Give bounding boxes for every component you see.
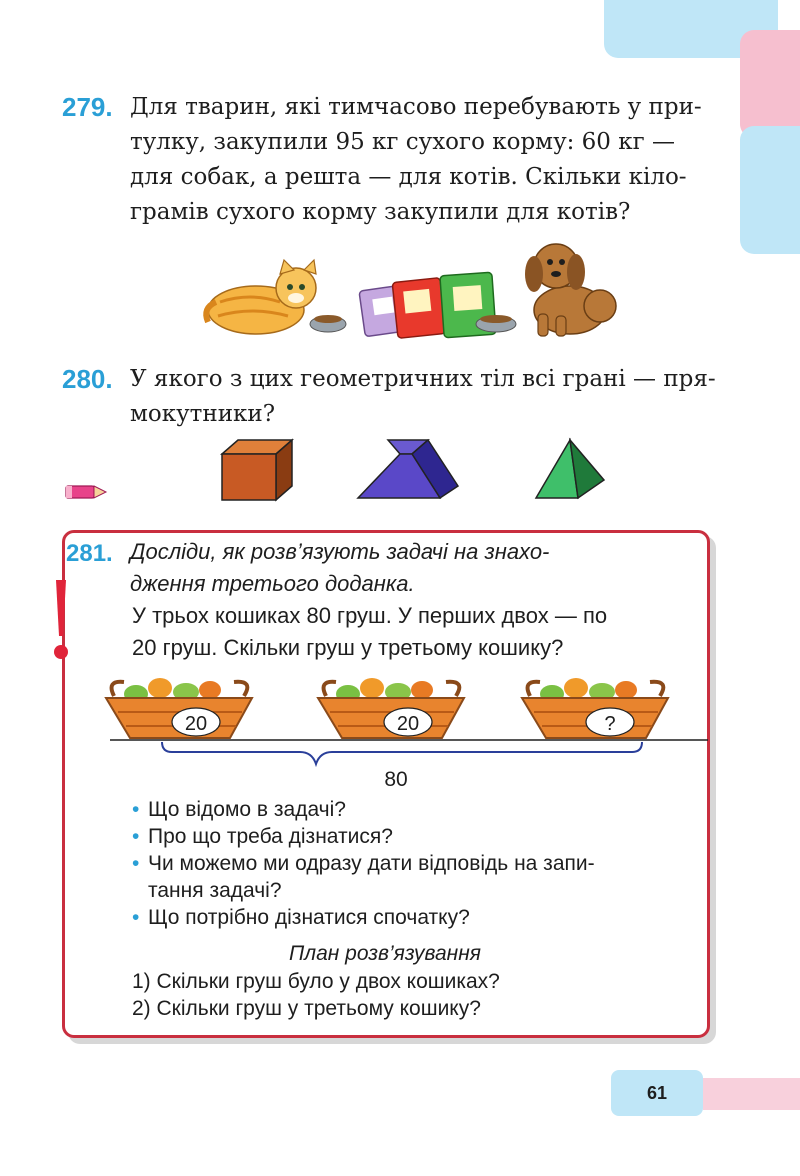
problem-280-line: У якого з цих геометричних тіл всі грані — пря- [130, 366, 716, 392]
list-item: • Про що треба дізнатися? [132, 825, 393, 848]
problem-279-number: 279. [62, 92, 113, 122]
basket-label-1: 20 [184, 713, 208, 735]
dog-illustration [525, 244, 616, 336]
basket-illustration [522, 678, 668, 738]
problem-280-line: мокутники? [130, 401, 276, 427]
basket-label-3: ? [604, 713, 616, 735]
problem-281-task [130, 536, 549, 600]
food-bowl [476, 315, 516, 332]
baskets-diagram [96, 672, 712, 794]
plan-list [132, 968, 500, 1022]
problem-279-line: Для тварин, які тимчасово перебувають у при- [130, 94, 702, 120]
page-strip [703, 1078, 800, 1110]
pet-food-illustration [200, 232, 630, 344]
problem-281-number: 281. [66, 540, 113, 567]
problem-279-line: для собак, а решта — для котів. Скільки кіло- [130, 164, 687, 190]
pencil-icon [64, 482, 108, 502]
side-tab-pink [740, 30, 800, 138]
page-number: 61 [646, 1083, 668, 1103]
cube-shape [218, 436, 298, 502]
problem-281-statement-line: 20 груш. Скільки груш у третьому кошику? [132, 635, 564, 660]
list-item: • Що потрібно дізнатися спочатку? [132, 906, 470, 929]
problem-279-line: тулку, закупили 95 кг сухого корму: 60 кг — [130, 129, 675, 155]
plan-step: 1) Скільки груш було у двох кошиках? [132, 970, 500, 993]
side-tab-blue [740, 126, 800, 254]
basket-illustration [106, 678, 252, 738]
basket-label-2: 20 [396, 713, 420, 735]
question-text: Що відомо в задачі? [148, 798, 346, 821]
cat-illustration [206, 260, 316, 334]
problem-281-task-line: Досліди, як розв’язують задачі на знахо- [130, 539, 550, 564]
total-label: 80 [384, 768, 408, 791]
trapezoid-prism-shape [354, 436, 462, 502]
problem-279-text [130, 90, 702, 230]
problem-280-number: 280. [62, 364, 113, 394]
problem-281-statement-line: У трьох кошиках 80 груш. У перших двох — по [132, 603, 608, 628]
plan-step: 2) Скільки груш у третьому кошику? [132, 997, 481, 1020]
brace [162, 742, 642, 764]
problem-281-task-line: дження третього доданка. [130, 571, 415, 596]
food-bowl [310, 315, 346, 332]
list-item: • Що відомо в задачі? [132, 798, 346, 821]
questions-list [132, 796, 595, 931]
problem-281-statement [132, 600, 607, 664]
question-text: Про що треба дізнатися? [148, 825, 393, 848]
exclamation-icon [54, 578, 68, 664]
plan-title: План розв’язування [289, 942, 481, 965]
problem-280-text [130, 362, 716, 432]
basket-illustration [318, 678, 464, 738]
problem-279-line: грамів сухого корму закупили для котів? [130, 199, 631, 225]
pyramid-shape [532, 436, 608, 502]
question-text: Що потрібно дізнатися спочатку? [148, 906, 470, 929]
food-bag [392, 278, 446, 339]
question-text: Чи можемо ми одразу дати відповідь на запи- тання задачі? [148, 852, 595, 902]
list-item: • Чи можемо ми одразу дати відповідь на запи- тання задачі? [132, 852, 595, 902]
